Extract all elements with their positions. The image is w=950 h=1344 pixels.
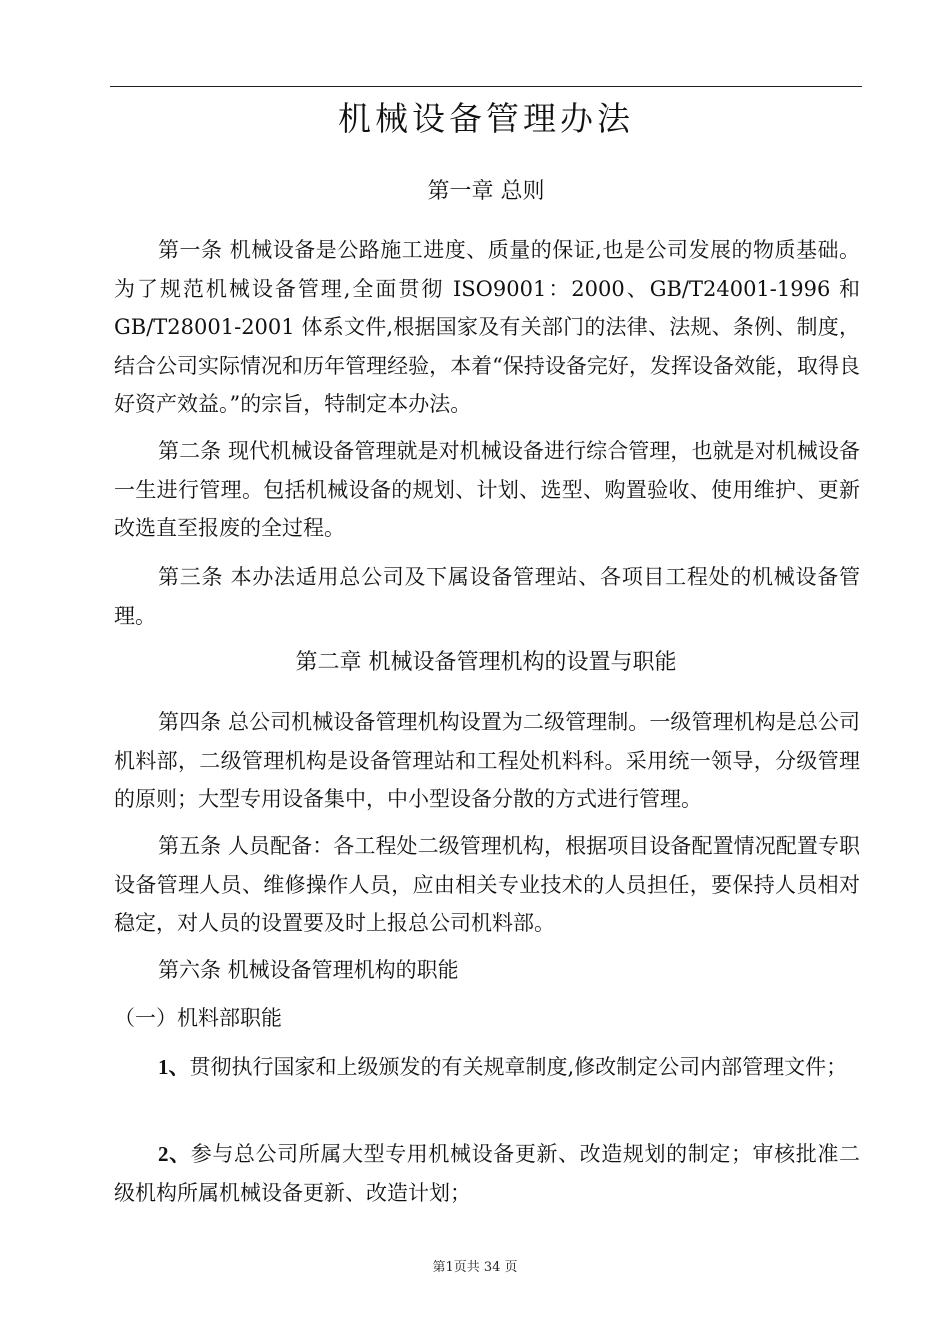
- document-title: 机械设备管理办法: [338, 99, 634, 138]
- article-3: 第三条 本办法适用总公司及下属设备管理站、各项目工程处的机械设备管理。: [114, 565, 860, 628]
- article-1: 第一条 机械设备是公路施工进度、质量的保证,也是公司发展的物质基础。为了规范机械设备管理,全面贯彻 ISO9001：2000、GB/T24001-1996 和 GB/T28001-2001 体系文件,根据国家及有关部门的法律、法规、条例、制度，结合公司实际情况和历年管理经验，本着“保持设备完好，发挥设备效能，取得良好资产效益。”的宗旨，特制定本办法。: [114, 238, 860, 416]
- article-5: 第五条 人员配备：各工程处二级管理机构，根据项目设备配置情况配置专职设备管理人员、维修操作人员，应由相关专业技术的人员担任，要保持人员相对稳定，对人员的设置要及时上报总公司机料部。: [114, 834, 860, 935]
- article-2: 第二条 现代机械设备管理就是对机械设备进行综合管理，也就是对机械设备一生进行管理。包括机械设备的规划、计划、选型、购置验收、使用维护、更新改选直至报废的全过程。: [114, 439, 860, 540]
- list-item-2: [114, 1135, 860, 1212]
- list-item-1: [114, 1048, 860, 1087]
- article-6: 第六条 机械设备管理机构的职能: [158, 958, 459, 982]
- list-item-2-text: 参与总公司所属大型专用机械设备更新、改造规划的制定；审核批准二级机构所属机械设备更新、改造计划；: [114, 1142, 860, 1205]
- list-item-1-number: 1、: [158, 1055, 190, 1079]
- chapter-1-heading: 第一章 总则: [427, 179, 545, 204]
- chapter-2-heading: 第二章 机械设备管理机构的设置与职能: [295, 650, 677, 675]
- list-item-2-number: 2、: [158, 1142, 191, 1166]
- header-rule: [110, 86, 862, 87]
- article-4: 第四条 总公司机械设备管理机构设置为二级管理制。一级管理机构是总公司机料部，二级管理机构是设备管理站和工程处机料科。采用统一领导，分级管理的原则；大型专用设备集中，中小型设备分散的方式进行管理。: [114, 710, 860, 811]
- page-footer: 第1页共 34 页: [432, 1260, 518, 1275]
- list-item-1-text: 贯彻执行国家和上级颁发的有关规章制度,修改制定公司内部管理文件；: [189, 1055, 848, 1079]
- subsection-heading: （一）机料部职能: [114, 1006, 282, 1030]
